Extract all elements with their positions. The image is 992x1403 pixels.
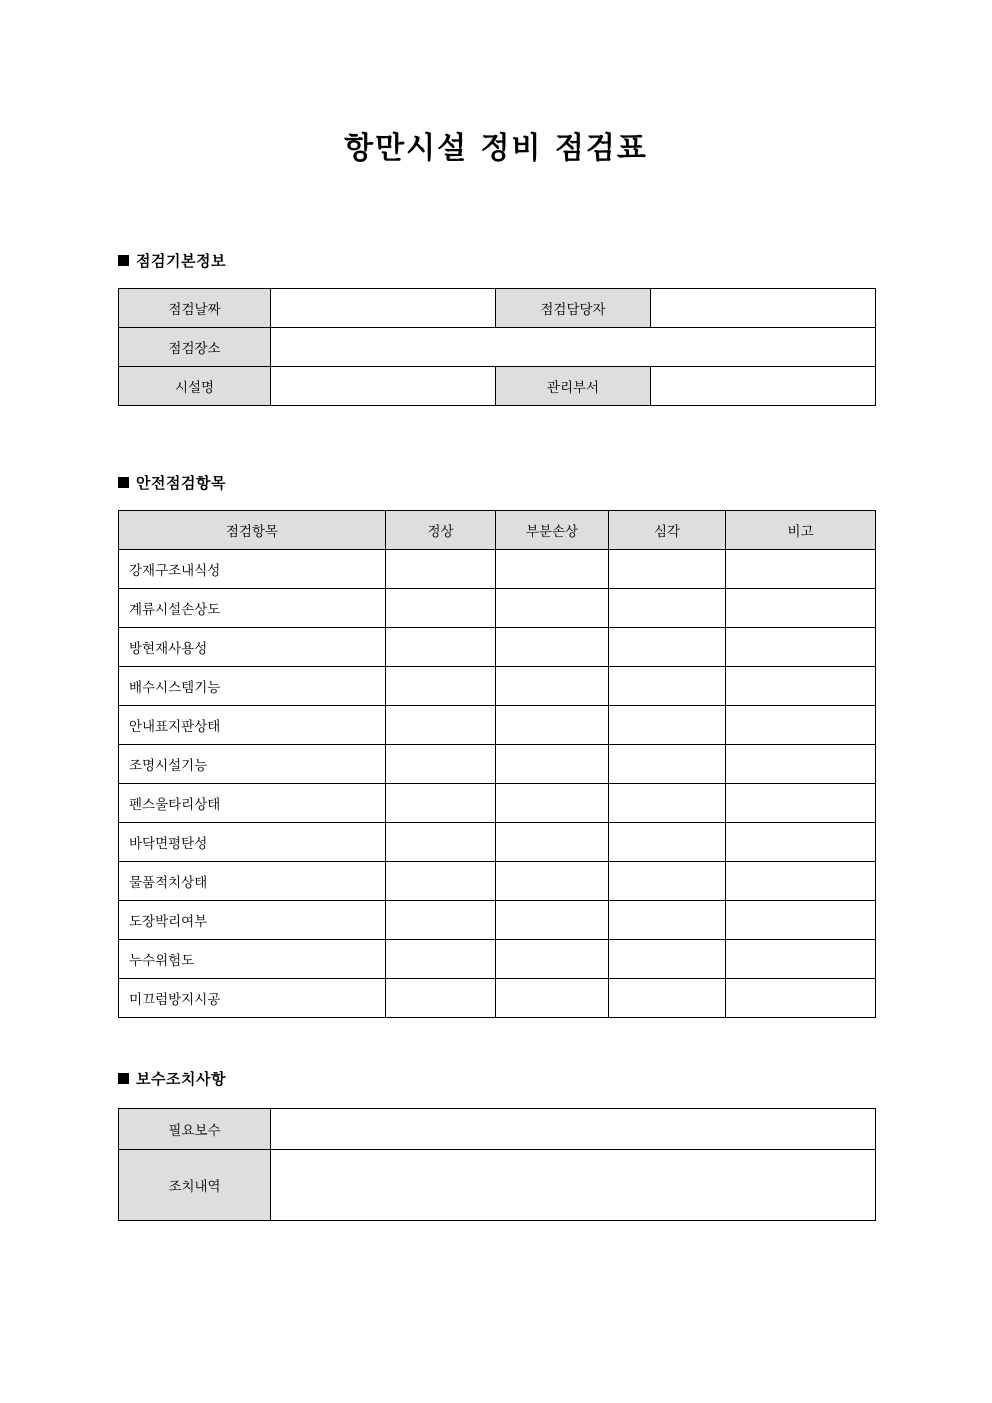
checklist-cell-partial-damage[interactable] [496, 628, 609, 667]
checklist-cell-severe[interactable] [609, 901, 726, 940]
checklist-cell-normal[interactable] [386, 862, 496, 901]
checklist-item-name: 안내표지판상태 [119, 706, 386, 745]
checklist-item-name: 강재구조내식성 [119, 550, 386, 589]
section-heading-safety-items [118, 472, 226, 493]
checklist-cell-severe[interactable] [609, 979, 726, 1018]
checklist-cell-normal[interactable] [386, 550, 496, 589]
checklist-cell-remarks[interactable] [726, 706, 876, 745]
checklist-item-name: 펜스울타리상태 [119, 784, 386, 823]
checklist-cell-normal[interactable] [386, 823, 496, 862]
safety-checklist-table [118, 510, 876, 1018]
checklist-cell-normal[interactable] [386, 940, 496, 979]
table-row [119, 784, 876, 823]
field-label-action-details: 조치내역 [119, 1150, 271, 1221]
table-row [119, 667, 876, 706]
checklist-cell-severe[interactable] [609, 745, 726, 784]
checklist-cell-severe[interactable] [609, 628, 726, 667]
page-title: 항만시설 정비 점검표 [344, 131, 648, 166]
checklist-cell-severe[interactable] [609, 706, 726, 745]
checklist-cell-normal[interactable] [386, 667, 496, 706]
checklist-cell-severe[interactable] [609, 589, 726, 628]
checklist-cell-partial-damage[interactable] [496, 862, 609, 901]
column-header-remarks: 비고 [726, 511, 876, 550]
checklist-cell-remarks[interactable] [726, 940, 876, 979]
section-marker-icon [118, 477, 129, 488]
checklist-cell-normal[interactable] [386, 784, 496, 823]
table-row [119, 628, 876, 667]
checklist-item-name: 물품적치상태 [119, 862, 386, 901]
checklist-cell-remarks[interactable] [726, 589, 876, 628]
checklist-item-name: 배수시스템기능 [119, 667, 386, 706]
checklist-cell-severe[interactable] [609, 823, 726, 862]
section-heading-label: 안전점검항목 [136, 474, 226, 492]
table-header-row [119, 511, 876, 550]
checklist-cell-severe[interactable] [609, 940, 726, 979]
checklist-cell-partial-damage[interactable] [496, 823, 609, 862]
checklist-cell-remarks[interactable] [726, 862, 876, 901]
field-label-inspection-place: 점검장소 [119, 328, 271, 367]
section-marker-icon [118, 1073, 129, 1084]
field-label-facility-name: 시설명 [119, 367, 271, 406]
table-row [119, 745, 876, 784]
checklist-cell-partial-damage[interactable] [496, 784, 609, 823]
table-row [119, 862, 876, 901]
checklist-item-name: 바닥면평탄성 [119, 823, 386, 862]
column-header-partial-damage: 부분손상 [496, 511, 609, 550]
checklist-item-name: 도장박리여부 [119, 901, 386, 940]
checklist-item-name: 방현재사용성 [119, 628, 386, 667]
table-row [119, 550, 876, 589]
table-row [119, 328, 876, 367]
checklist-cell-remarks[interactable] [726, 979, 876, 1018]
checklist-cell-remarks[interactable] [726, 823, 876, 862]
checklist-cell-remarks[interactable] [726, 784, 876, 823]
checklist-cell-remarks[interactable] [726, 667, 876, 706]
field-label-inspection-date: 점검날짜 [119, 289, 271, 328]
table-row [119, 706, 876, 745]
checklist-item-name: 계류시설손상도 [119, 589, 386, 628]
field-value-required-repair[interactable] [271, 1109, 876, 1150]
checklist-cell-remarks[interactable] [726, 745, 876, 784]
field-label-managing-dept: 관리부서 [496, 367, 651, 406]
checklist-item-name: 미끄럼방지시공 [119, 979, 386, 1018]
column-header-item: 점검항목 [119, 511, 386, 550]
table-row [119, 979, 876, 1018]
field-label-inspector: 점검담당자 [496, 289, 651, 328]
table-row [119, 823, 876, 862]
checklist-cell-partial-damage[interactable] [496, 979, 609, 1018]
checklist-cell-severe[interactable] [609, 784, 726, 823]
checklist-cell-normal[interactable] [386, 901, 496, 940]
table-row [119, 1150, 876, 1221]
checklist-cell-severe[interactable] [609, 550, 726, 589]
checklist-cell-remarks[interactable] [726, 628, 876, 667]
table-row [119, 1109, 876, 1150]
checklist-cell-severe[interactable] [609, 862, 726, 901]
field-label-required-repair: 필요보수 [119, 1109, 271, 1150]
table-row [119, 367, 876, 406]
checklist-cell-partial-damage[interactable] [496, 745, 609, 784]
checklist-cell-normal[interactable] [386, 706, 496, 745]
field-value-inspection-date[interactable] [271, 289, 496, 328]
section-heading-repair-actions [118, 1068, 226, 1089]
checklist-cell-normal[interactable] [386, 628, 496, 667]
field-value-inspection-place[interactable] [271, 328, 876, 367]
column-header-normal: 정상 [386, 511, 496, 550]
section-heading-basic-info [118, 250, 226, 271]
field-value-action-details[interactable] [271, 1150, 876, 1221]
repair-actions-table [118, 1108, 876, 1221]
checklist-cell-remarks[interactable] [726, 901, 876, 940]
field-value-inspector[interactable] [651, 289, 876, 328]
checklist-cell-normal[interactable] [386, 979, 496, 1018]
table-row [119, 940, 876, 979]
checklist-cell-partial-damage[interactable] [496, 667, 609, 706]
field-value-managing-dept[interactable] [651, 367, 876, 406]
section-heading-label: 보수조치사항 [136, 1070, 226, 1088]
checklist-cell-partial-damage[interactable] [496, 589, 609, 628]
checklist-cell-remarks[interactable] [726, 550, 876, 589]
checklist-cell-normal[interactable] [386, 589, 496, 628]
table-row [119, 589, 876, 628]
checklist-cell-normal[interactable] [386, 745, 496, 784]
checklist-cell-partial-damage[interactable] [496, 901, 609, 940]
checklist-cell-severe[interactable] [609, 667, 726, 706]
section-heading-label: 점검기본정보 [136, 252, 226, 270]
table-row [119, 901, 876, 940]
column-header-severe: 심각 [609, 511, 726, 550]
checklist-cell-partial-damage[interactable] [496, 550, 609, 589]
field-value-facility-name[interactable] [271, 367, 496, 406]
section-marker-icon [118, 255, 129, 266]
basic-info-table [118, 288, 876, 406]
checklist-cell-partial-damage[interactable] [496, 706, 609, 745]
table-row [119, 289, 876, 328]
checklist-item-name: 조명시설기능 [119, 745, 386, 784]
checklist-cell-partial-damage[interactable] [496, 940, 609, 979]
checklist-item-name: 누수위험도 [119, 940, 386, 979]
